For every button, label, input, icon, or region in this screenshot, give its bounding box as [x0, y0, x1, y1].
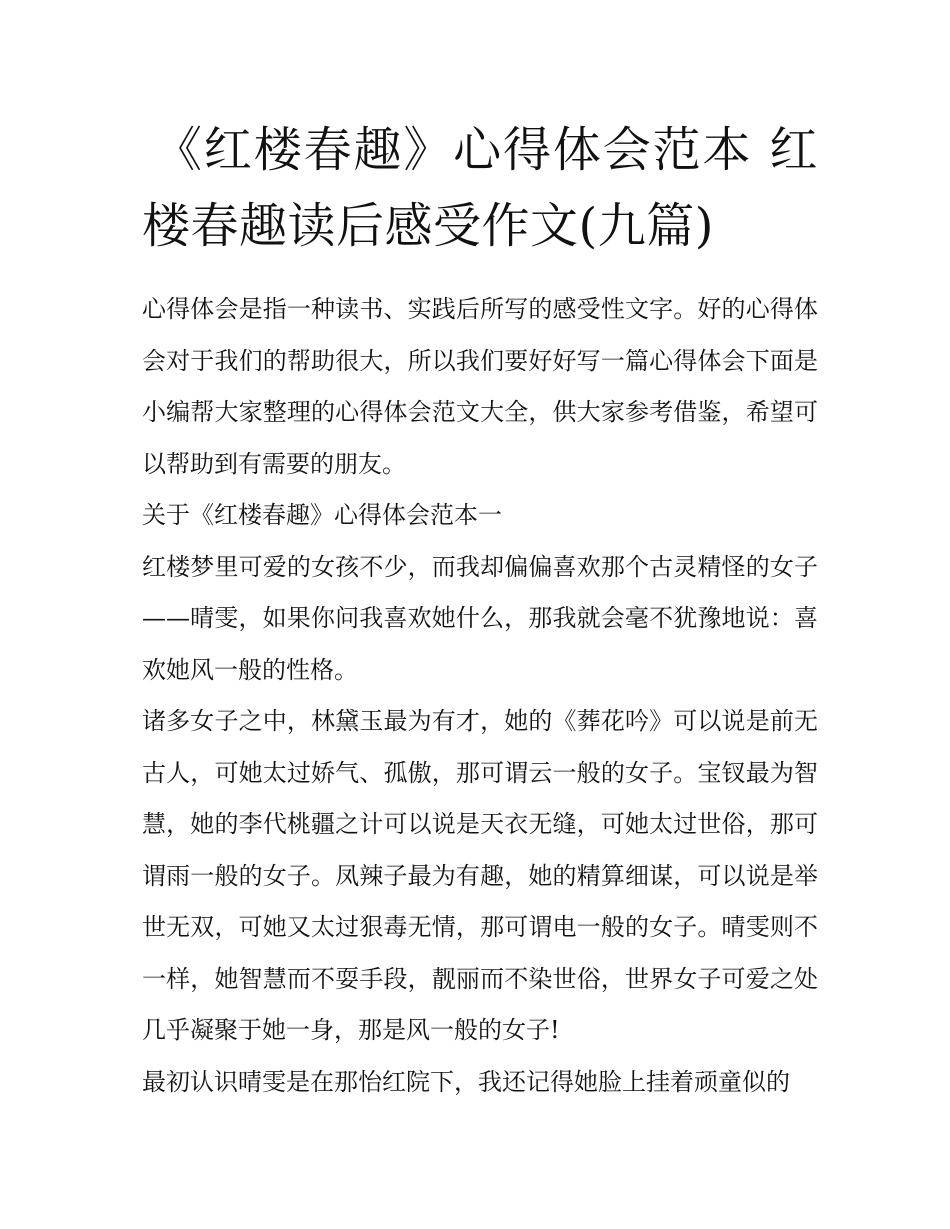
section-heading: 关于《红楼春趣》心得体会范本一 [142, 501, 502, 529]
document-body [142, 284, 818, 1108]
body-paragraph: 最初认识晴雯是在那怡红院下，我还记得她脸上挂着顽童似的 [142, 1067, 790, 1096]
document-title: 《红楼春趣》心得体会范本 红楼春趣读后感受作文(九篇) [142, 122, 818, 254]
intro-paragraph: 心得体会是指一种读书、实践后所写的感受性文字。好的心得体会对于我们的帮助很大，所以我们要好好写一篇心得体会下面是小编帮大家整理的心得体会范文大全，供大家参考借鉴，希望可以帮助到有需要的朋友。 [142, 295, 818, 478]
body-paragraph: 红楼梦里可爱的女孩不少，而我却偏偏喜欢那个古灵精怪的女子——晴雯，如果你问我喜欢她什么，那我就会毫不犹豫地说：喜欢她风一般的性格。 [142, 552, 818, 684]
body-paragraph: 诸多女子之中，林黛玉最为有才，她的《葬花吟》可以说是前无古人，可她太过娇气、孤傲，那可谓云一般的女子。宝钗最为智慧，她的李代桃疆之计可以说是天衣无缝，可她太过世俗，那可谓雨一般的女子。凤辣子最为有趣，她的精算细谋，可以说是举世无双，可她又太过狠毒无情，那可谓电一般的女子。晴雯则不一样，她智慧而不耍手段，靓丽而不染世俗，世界女子可爱之处几乎凝聚于她一身，那是风一般的女子! [142, 707, 818, 1044]
